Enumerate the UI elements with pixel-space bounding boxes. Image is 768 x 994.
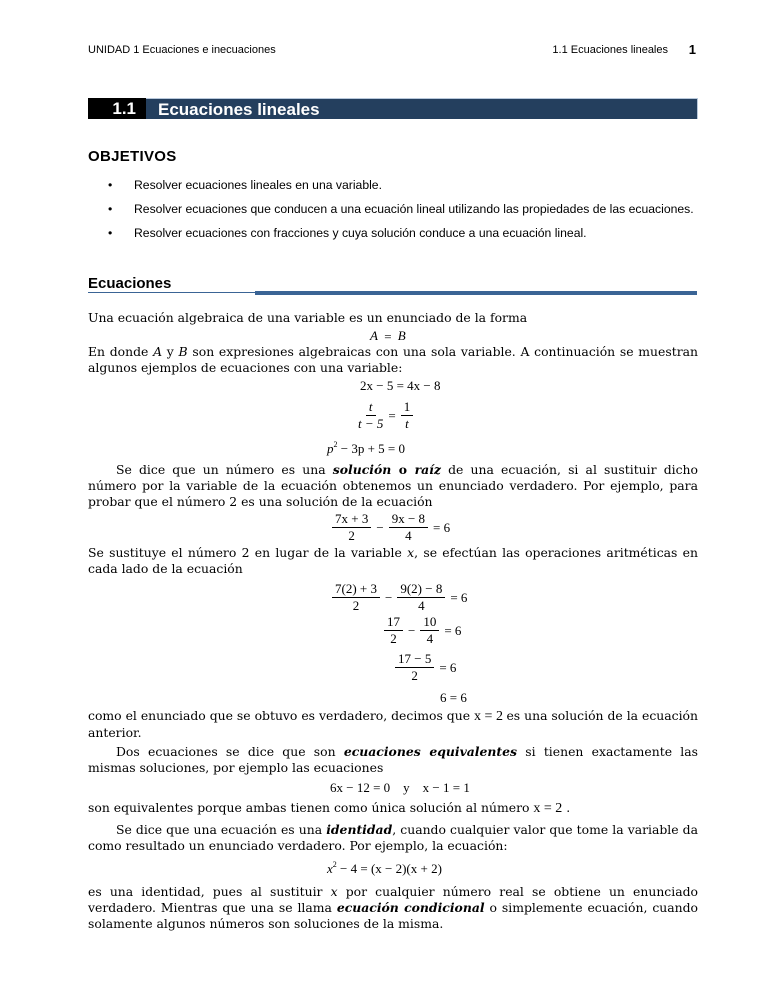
section-number: 1.1 <box>88 98 146 119</box>
objective-item: • Resolver ecuaciones lineales en una variable. <box>108 178 382 192</box>
section-title: Ecuaciones lineales <box>146 98 698 119</box>
paragraph-conditional: es una identidad, pues al sustituir x por cualquier número real se obtiene un enunciado verdadero. Mientras que una se llama ecuación condicional o simplemente ecuación, cuando solamente algunos números son soluciones de la misma. <box>88 884 698 931</box>
unit-title: UNIDAD 1 Ecuaciones e inecuaciones <box>88 44 276 56</box>
subsection-rule-thin <box>88 292 255 293</box>
substitution-step-2: $\frac{17}{2}$ − $\frac{10}{4}$ = 6 <box>382 615 464 646</box>
substitution-step-3: $\frac{17 - 5}{2}$ = 6 <box>393 652 459 683</box>
paragraph-equivalent-reason: son equivalentes porque ambas tienen como única solución al número x = 2 . <box>88 800 571 816</box>
paragraph-definition: Una ecuación algebraica de una variable es un enunciado de la forma <box>88 310 528 325</box>
section-ref: 1.1 Ecuaciones lineales <box>552 44 668 56</box>
paragraph-conclusion: como el enunciado que se obtuvo es verdadero, decimos que x = 2 es una solución de la ecuación anterior. <box>88 708 698 740</box>
term-ecuaciones-equivalentes: ecuaciones equivalentes <box>343 744 517 759</box>
example-equation-3: $p^2 - 3p + 5 = 0$ <box>327 440 405 456</box>
objectives-heading: OBJETIVOS <box>88 148 177 165</box>
subsection-title: Ecuaciones <box>88 275 172 292</box>
example-equation-2: $\frac{t}{t - 5}$ = $\frac{1}{t}$ <box>356 400 415 431</box>
example-equation-1: 2x − 5 = 4x − 8 <box>360 378 441 393</box>
term-identidad: identidad <box>326 822 393 837</box>
section-title-bar <box>88 98 698 119</box>
term-raiz: raíz <box>414 462 441 477</box>
paragraph-equivalent: Dos ecuaciones se dice que son ecuaciones equivalentes si tienen exactamente las mismas soluciones, por ejemplo las ecuaciones <box>88 744 698 775</box>
identity-equation: $x^2 - 4 = (x - 2)(x + 2)$ <box>327 860 442 876</box>
paragraph-identity: Se dice que una ecuación es una identidad, cuando cualquier valor que tome la variable da como resultado un enunciado verdadero. Por ejemplo, la ecuación: <box>88 822 698 853</box>
paragraph-substitution: Se sustituye el número 2 en lugar de la variable x, se efectúan las operaciones aritméticas en cada lado de la ecuación <box>88 545 698 576</box>
objectives-list <box>88 178 698 250</box>
objective-item: • Resolver ecuaciones con fracciones y cuya solución conduce a una ecuación lineal. <box>108 226 587 240</box>
bullet-icon: • <box>108 202 113 216</box>
objective-item: • Resolver ecuaciones que conducen a una ecuación lineal utilizando las propiedades de las ecuaciones. <box>108 202 694 216</box>
paragraph-examples-intro: En donde A y B son expresiones algebraicas con una sola variable. A continuación se muestran algunos ejemplos de ecuaciones con una variable: <box>88 344 698 375</box>
equivalent-equations: 6x − 12 = 0 y x − 1 = 1 <box>330 780 470 795</box>
substitution-step-4: 6 = 6 <box>440 690 467 705</box>
running-header <box>88 44 696 60</box>
subsection-rule-thick <box>255 291 697 295</box>
substitution-step-1: $\frac{7(2) + 3}{2}$ − $\frac{9(2) - 8}{4}$ = 6 <box>330 582 470 613</box>
paragraph-solution-definition: Se dice que un número es una solución o raíz de una ecuación, si al sustituir dicho número por la variable de la ecuación obtenemos un enunciado verdadero. Por ejemplo, para probar que el número 2 es una solución de la ecuación <box>88 462 698 509</box>
main-equation: $\frac{7x + 3}{2}$ − $\frac{9x - 8}{4}$ = 6 <box>330 512 453 543</box>
equation-a-equals-b: A = B <box>370 328 406 345</box>
bullet-icon: • <box>108 178 113 192</box>
bullet-icon: • <box>108 226 113 240</box>
term-ecuacion-condicional: ecuación condicional <box>336 900 485 915</box>
page-number: 1 <box>688 42 696 57</box>
term-solucion: solución <box>332 462 392 477</box>
